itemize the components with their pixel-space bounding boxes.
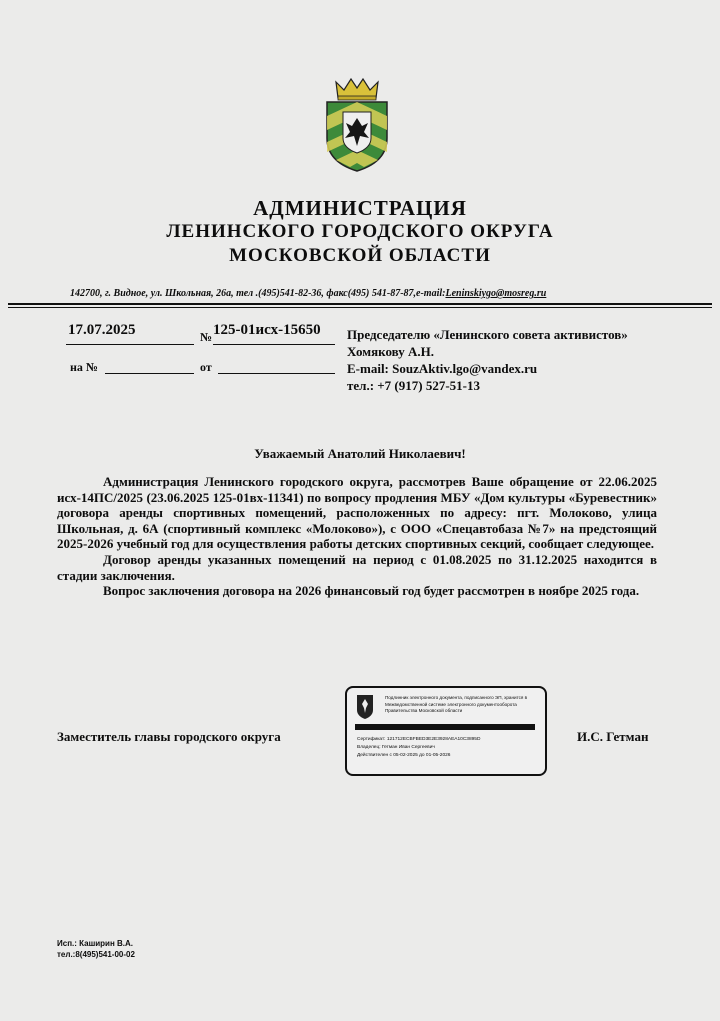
reference-date-label: от: [200, 360, 212, 374]
signatory-name: И.С. Гетман: [577, 729, 649, 744]
letter-body: [57, 474, 657, 599]
executor-name: Исп.: Каширин В.А.: [57, 939, 134, 948]
stamp-owner: Владелец: Гетман Иван Сергеевич: [357, 745, 435, 750]
organization-email-link[interactable]: Leninskiygo@mosreg.ru: [445, 288, 547, 299]
recipient-email: E-mail: SouzAktiv.lgo@vandex.ru: [347, 361, 538, 376]
number-label: №: [200, 330, 213, 344]
address-text: 142700, г. Видное, ул. Школьная, 26а, тел .(495)541-82-36, факс(495) 541-87-87,e-mail:: [70, 288, 446, 299]
organization-address: [70, 288, 660, 299]
body-paragraph-2: Договор аренды указанных помещений на период с 01.08.2025 по 31.12.2025 находится в стадии заключения.: [57, 551, 657, 583]
recipient-name: Хомякову А.Н.: [347, 344, 434, 359]
body-paragraph-1: Администрация Ленинского городского округа, рассмотрев Ваше обращение от 22.06.2025 исх-14ПС/2025 (23.06.2025 125-01вх-11341) по вопросу продления МБУ «Дом культуры «Буревестник» договора аренды спортивных помещений, расположенных по адресу: пгт. Молоково, улица Школьная, д. 6А (спортивный комплекс «Молоково»), с ООО «Спецавтобаза №7» на предстоящий 2025-2026 учебный год для осуществления работы детских спортивных секций, сообщает следующее.: [57, 474, 657, 552]
stamp-validity: Действителен с 05-02-2025 до 01-05-2026: [357, 753, 451, 758]
stamp-crest-icon: [355, 694, 375, 720]
coat-of-arms-emblem: [324, 76, 390, 174]
recipient-block: [347, 326, 628, 394]
reference-number-blank: [105, 373, 194, 374]
stamp-details: [357, 736, 480, 760]
recipient-phone: тел.: +7 (917) 527-51-13: [347, 378, 481, 393]
reference-date-blank: [218, 373, 335, 374]
organization-subtitle-region: МОСКОВСКОЙ ОБЛАСТИ: [229, 245, 491, 266]
executor-phone: тел.:8(495)541-00-02: [57, 950, 135, 959]
stamp-divider-bar: [355, 724, 535, 730]
header-divider-thin: [8, 307, 712, 308]
outgoing-number: 125-01исх-15650: [213, 322, 321, 338]
executor-block: [57, 938, 135, 960]
recipient-position: Председателю «Ленинского совета активистов»: [347, 327, 628, 342]
stamp-certificate: Сертификат: 121712ЕСBFBED3E2E3928AEA10C3895D: [357, 737, 481, 742]
stamp-header-text: Подлинник электронного документа, подписанного ЭП, хранится в Межведомственной системе электронного документооборота Правительства Московской области: [385, 695, 528, 713]
signatory-position: Заместитель главы городского округа: [57, 729, 281, 744]
number-underline: [213, 344, 335, 345]
reference-number-label: на №: [70, 360, 98, 374]
organization-title: АДМИНИСТРАЦИЯ: [253, 196, 467, 220]
electronic-signature-stamp: [345, 686, 547, 776]
outgoing-date: 17.07.2025: [68, 322, 136, 338]
header-divider-thick: [8, 303, 712, 305]
organization-subtitle-district: ЛЕНИНСКОГО ГОРОДСКОГО ОКРУГА: [166, 221, 554, 242]
body-paragraph-3: Вопрос заключения договора на 2026 финансовый год будет рассмотрен в ноябре 2025 года.: [103, 583, 640, 599]
salutation: Уважаемый Анатолий Николаевич!: [254, 446, 466, 461]
date-underline: [66, 344, 194, 345]
